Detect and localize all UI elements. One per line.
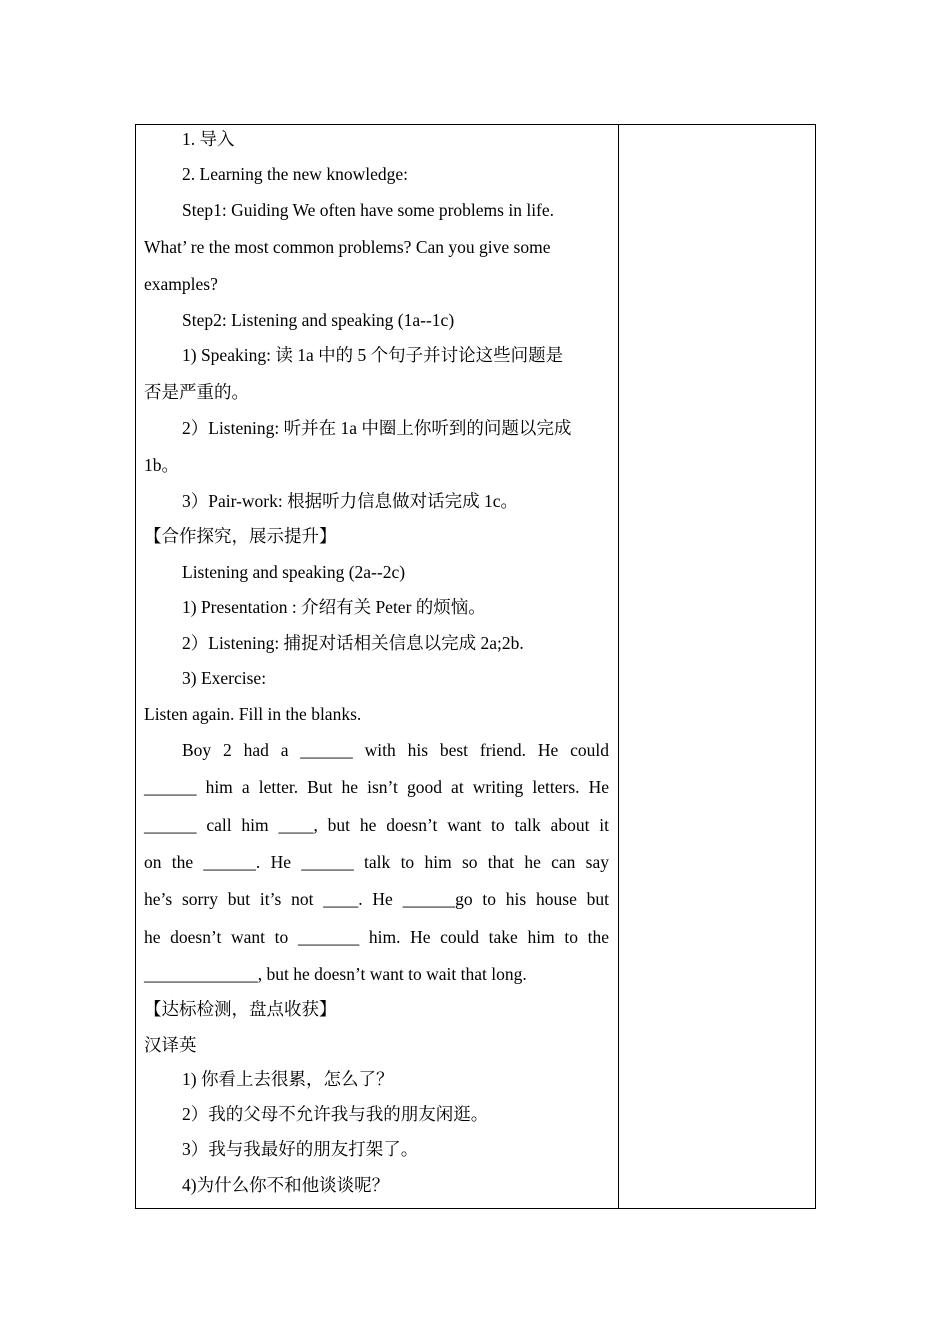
translation-item: 1) 你看上去很累，怎么了？ <box>182 1069 394 1089</box>
section-heading-assessment: 【达标检测，盘点收获】 <box>144 999 337 1019</box>
fill-blank-paragraph-line: Boy 2 had a ______ with his best friend. He could <box>182 740 609 760</box>
listening-task: 2）Listening: 听并在 1a 中圈上你听到的问题以完成 <box>182 418 572 438</box>
translation-item: 3）我与我最好的朋友打架了。 <box>182 1139 419 1159</box>
listening-task-2: 2）Listening: 捕捉对话相关信息以完成 2a;2b. <box>182 633 524 653</box>
step1-line: Step1: Guiding We often have some problems in life. <box>182 200 555 220</box>
step1-line: examples? <box>144 274 218 294</box>
step1-line: What’ re the most common problems? Can you give some <box>144 237 551 257</box>
fill-blank-paragraph-line: he doesn’t want to _______ him. He could take him to the <box>144 927 609 947</box>
translation-heading: 汉译英 <box>144 1035 197 1055</box>
translation-item: 4)为什么你不和他谈谈呢？ <box>182 1175 390 1195</box>
translation-item: 2）我的父母不允许我与我的朋友闲逛。 <box>182 1104 489 1124</box>
fill-blank-paragraph-line: ______ call him ____, but he doesn’t want to talk about it <box>144 815 609 835</box>
speaking-task: 1) Speaking: 读 1a 中的 5 个句子并讨论这些问题是 <box>182 345 564 365</box>
fill-blank-paragraph-line: on the ______. He ______ talk to him so that he can say <box>144 852 609 872</box>
new-knowledge-heading: 2. Learning the new knowledge: <box>182 164 408 184</box>
notes-cell <box>619 125 815 1208</box>
listening-task: 1b。 <box>144 455 179 475</box>
exercise-instruction: Listen again. Fill in the blanks. <box>144 704 362 724</box>
step2-heading: Step2: Listening and speaking (1a--1c) <box>182 310 455 330</box>
section-heading-cooperation: 【合作探究，展示提升】 <box>144 526 337 546</box>
fill-blank-paragraph-line: ______ him a letter. But he isn’t good at writing letters. He <box>144 777 609 797</box>
speaking-task: 否是严重的。 <box>144 382 249 402</box>
intro-heading: 1. 导入 <box>182 129 235 149</box>
exercise-heading: 3) Exercise: <box>182 668 267 688</box>
pairwork-task: 3）Pair-work: 根据听力信息做对话完成 1c。 <box>182 491 519 511</box>
presentation-task: 1) Presentation : 介绍有关 Peter 的烦恼。 <box>182 597 486 617</box>
fill-blank-paragraph-line: _____________, but he doesn’t want to wait that long. <box>144 964 527 984</box>
listening-speaking-heading: Listening and speaking (2a--2c) <box>182 562 406 582</box>
lesson-table <box>135 124 816 1209</box>
fill-blank-paragraph-line: he’s sorry but it’s not ____. He ______go to his house but <box>144 889 609 909</box>
